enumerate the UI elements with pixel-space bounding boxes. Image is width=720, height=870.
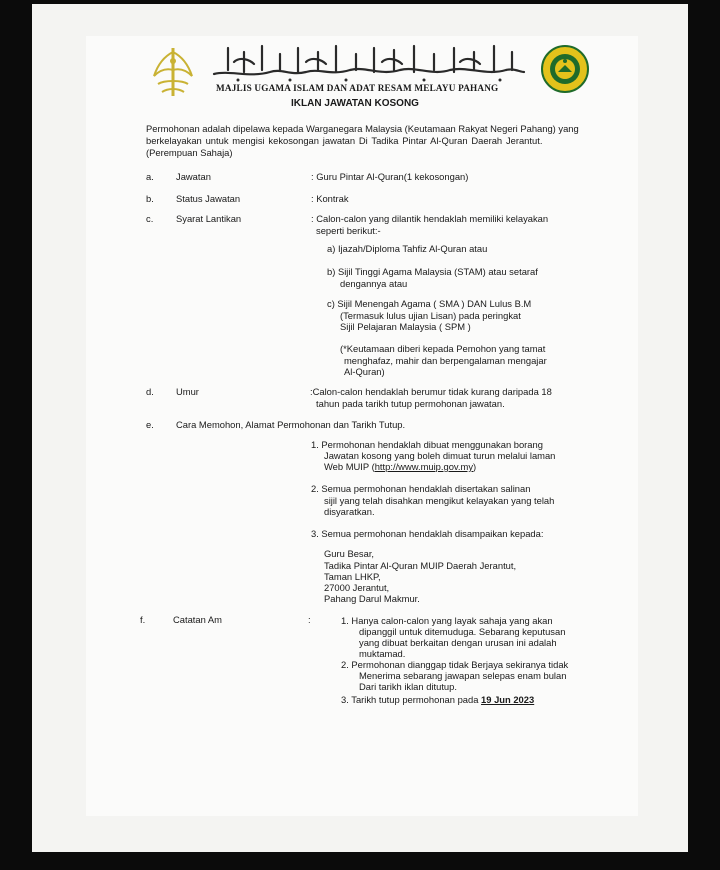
item-f-letter: f. (140, 614, 146, 625)
item-c-value-1: : Calon-calon yang dilantik hendaklah memiliki kelayakan (311, 213, 549, 224)
preference-note-2: menghafaz, mahir dan berpengalaman mengajar (344, 355, 547, 366)
muip-seal-icon (541, 45, 589, 93)
web-prefix: Web MUIP ( (324, 461, 375, 472)
item-d-label: Umur (176, 386, 199, 397)
method-2-line-2: sijil yang telah disahkan mengikut kelayakan yang telah (324, 495, 555, 506)
item-e-label: Cara Memohon, Alamat Permohonan dan Tarikh Tutup. (176, 419, 406, 430)
note-1-line-2: dipanggil untuk ditemuduga. Sebarang keputusan (359, 626, 566, 637)
item-a-value: : Guru Pintar Al-Quran(1 kekosongan) (311, 171, 469, 182)
method-2-line-1: 2. Semua permohonan hendaklah disertakan salinan (311, 483, 531, 494)
address-line-2: Tadika Pintar Al-Quran MUIP Daerah Jerantut, (324, 560, 517, 571)
note-3-line (341, 694, 534, 706)
document-title: IKLAN JAWATAN KOSONG (291, 98, 419, 109)
method-3-line-1: 3. Semua permohonan hendaklah disampaikan kepada: (311, 528, 544, 539)
item-c-letter: c. (146, 213, 154, 224)
item-f-colon: : (308, 614, 311, 625)
crest-logo-icon (150, 46, 196, 102)
intro-line-2: berkelayakan untuk mengisi kekosongan jawatan Di Tadika Pintar Al-Quran Daerah Jerantut. (146, 135, 543, 146)
address-line-5: Pahang Darul Makmur. (324, 593, 420, 604)
item-b-letter: b. (146, 193, 154, 204)
requirement-c-line-2: (Termasuk lulus ujian Lisan) pada peringkat (340, 310, 521, 321)
note-1-line-1: 1. Hanya calon-calon yang layak sahaja yang akan (341, 615, 553, 626)
item-e-letter: e. (146, 419, 154, 430)
method-1-line-1: 1. Permohonan hendaklah dibuat menggunakan borang (311, 439, 543, 450)
intro-line-3: (Perempuan Sahaja) (146, 147, 233, 158)
note-2-line-2: Menerima sebarang jawapan selepas enam bulan (359, 670, 567, 681)
item-d-value-1: :Calon-calon hendaklah berumur tidak kurang daripada 18 (310, 386, 552, 397)
requirement-b-line-1: b) Sijil Tinggi Agama Malaysia (STAM) atau setaraf (327, 266, 538, 277)
preference-note-3: Al-Quran) (344, 366, 385, 377)
note-1-line-4: muktamad. (359, 648, 406, 659)
item-f-label: Catatan Am (173, 614, 222, 625)
requirement-a: a) Ijazah/Diploma Tahfiz Al-Quran atau (327, 243, 488, 254)
item-a-label: Jawatan (176, 171, 211, 182)
item-b-value: : Kontrak (311, 193, 349, 204)
item-d-letter: d. (146, 386, 154, 397)
requirement-c-line-3: Sijil Pelajaran Malaysia ( SPM ) (340, 321, 471, 332)
item-b-label: Status Jawatan (176, 193, 241, 204)
intro-line-1: Permohonan adalah dipelawa kepada Warganegara Malaysia (Keutamaan Rakyat Negeri Pahang) yang (146, 123, 579, 134)
jawi-calligraphy-icon (210, 40, 528, 86)
method-1-line-3 (324, 461, 476, 473)
web-suffix: ) (473, 461, 477, 472)
item-a-letter: a. (146, 171, 154, 182)
item-c-value-2: seperti berikut:- (316, 225, 381, 236)
closing-date: 19 Jun 2023 (481, 694, 535, 705)
closing-date-prefix: 3. Tarikh tutup permohonan pada (341, 694, 482, 705)
address-line-1: Guru Besar, (324, 548, 375, 559)
requirement-b-line-2: dengannya atau (340, 278, 408, 289)
organization-name: MAJLIS UGAMA ISLAM DAN ADAT RESAM MELAYU PAHANG (216, 83, 499, 93)
preference-note-1: (*Keutamaan diberi kepada Pemohon yang tamat (340, 343, 546, 354)
note-2-line-1: 2. Permohonan dianggap tidak Berjaya sekiranya tidak (341, 659, 569, 670)
muip-website-link[interactable]: http://www.muip.gov.my (374, 461, 474, 472)
address-line-4: 27000 Jerantut, (324, 582, 390, 593)
method-2-line-3: disyaratkan. (324, 506, 375, 517)
note-1-line-3: yang dibuat berkaitan dengan urusan ini adalah (359, 637, 557, 648)
address-line-3: Taman LHKP, (324, 571, 381, 582)
item-c-label: Syarat Lantikan (176, 213, 242, 224)
item-d-value-2: tahun pada tarikh tutup permohonan jawatan. (316, 398, 505, 409)
requirement-c-line-1: c) Sijil Menengah Agama ( SMA ) DAN Lulus B.M (327, 298, 532, 309)
method-1-line-2: Jawatan kosong yang boleh dimuat turun melalui laman (324, 450, 556, 461)
note-2-line-3: Dari tarikh iklan ditutup. (359, 681, 457, 692)
